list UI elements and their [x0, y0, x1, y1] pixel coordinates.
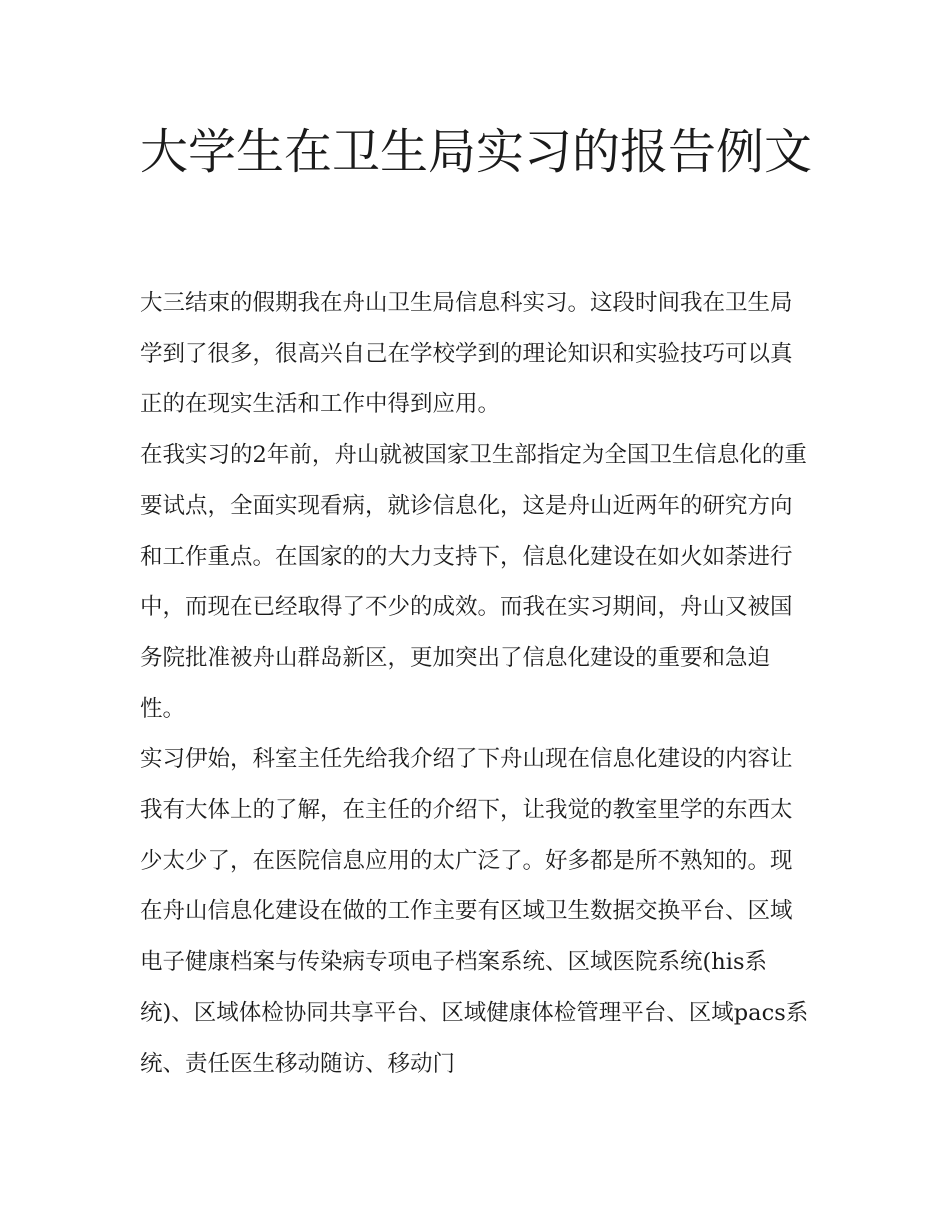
document-title: 大学生在卫生局实习的报告例文 — [140, 124, 813, 180]
paragraph-2: 在我实习的2年前，舟山就被国家卫生部指定为全国卫生信息化的重要试点，全面实现看病，就诊信息化，这是舟山近两年的研究方向和工作重点。在国家的的大力支持下，信息化建设在如火如荼进行中，而现在已经取得了不少的成效。而我在实习期间，舟山又被国务院批准被舟山群岛新区，更加突出了信息化建设的重要和急迫性。 — [140, 442, 807, 722]
paragraph-1: 大三结束的假期我在舟山卫生局信息科实习。这段时间我在卫生局学到了很多，很高兴自己在学校学到的理论知识和实验技巧可以真正的在现实生活和工作中得到应用。 — [140, 290, 793, 418]
paragraph-3: 实习伊始，科室主任先给我介绍了下舟山现在信息化建设的内容让我有大体上的了解，在主任的介绍下，让我觉的教室里学的东西太少太少了，在医院信息应用的太广泛了。好多都是所不熟知的。现在舟山信息化建设在做的工作主要有区域卫生数据交换平台、区域电子健康档案与传染病专项电子档案系统、区域医院系统(his系统)、区域体检协同共享平台、区域健康体检管理平台、区域pacs系统、责任医生移动随访、移动门 — [140, 746, 809, 1077]
document-body — [140, 278, 812, 1089]
